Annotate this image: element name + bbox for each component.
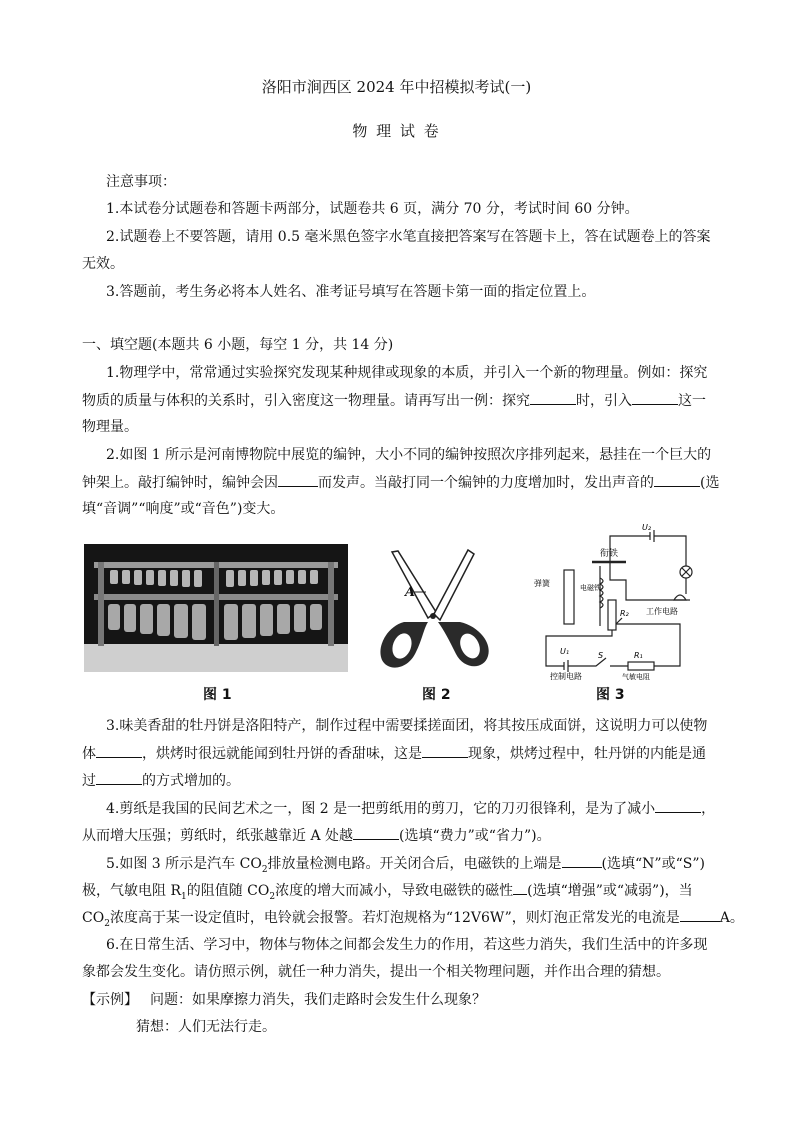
circuit-diagram bbox=[530, 523, 700, 681]
q5-text-d: 极，气敏电阻 R bbox=[82, 883, 181, 899]
figure-2-caption: 图 2 bbox=[422, 687, 451, 703]
q1-line-2 bbox=[82, 390, 706, 411]
example-question: 问题：如果摩擦力消失，我们走路时会发生什么现象？ bbox=[150, 992, 486, 1008]
q3-line-2 bbox=[82, 743, 706, 764]
q3-text-e: 的方式增加的。 bbox=[142, 773, 240, 789]
exam-title: 洛阳市涧西区 2024 年中招模拟考试(一) bbox=[261, 78, 532, 96]
q1-line-3: 物理量。 bbox=[82, 419, 138, 435]
q1-text-b: 时，引入 bbox=[576, 393, 632, 409]
q4-text-c: 从而增大压强；剪纸时，纸张越靠近 A 处越 bbox=[82, 828, 354, 844]
q2-text-b: 而发声。当敲打同一个编钟的力度增加时，发出声音的 bbox=[318, 475, 654, 491]
q3-text-b: ，烘烤时很远就能闻到牡丹饼的香甜味，这是 bbox=[142, 746, 422, 762]
example-tag: 【示例】 bbox=[82, 992, 138, 1008]
chime-bells-illustration bbox=[84, 544, 348, 672]
q5-text-e: 的阻值随 CO bbox=[186, 883, 270, 899]
notice-item-2-cont: 无效。 bbox=[82, 256, 124, 272]
scissors-figure bbox=[374, 548, 494, 674]
q5-line-2 bbox=[82, 880, 693, 907]
q6-example-line bbox=[82, 990, 486, 1010]
label-work-circuit: 工作电路 bbox=[646, 607, 678, 616]
q1-text-a: 物质的质量与体积的关系时，引入密度这一物理量。请再写出一例：探究 bbox=[82, 393, 530, 409]
q2-line-2 bbox=[82, 472, 719, 493]
q5-line-3 bbox=[82, 907, 744, 934]
q1-blank-1[interactable] bbox=[530, 390, 576, 405]
section-heading: 一、填空题(本题共 6 小题，每空 1 分，共 14 分) bbox=[82, 337, 394, 353]
q6-line-2: 象都会发生变化。请仿照示例，就任一种力消失，提出一个相关物理问题，并作出合理的猜想。 bbox=[82, 964, 670, 980]
q3-text-c: 现象，烘烤过程中，牡丹饼的内能是通 bbox=[468, 746, 706, 762]
q5-sub-d: 2 bbox=[104, 918, 110, 929]
q3-text-d: 过 bbox=[82, 773, 96, 789]
q5-text-g: (选填“增强”或“减弱”)，当 bbox=[527, 883, 693, 899]
label-armature: 衔铁 bbox=[600, 549, 619, 559]
notice-item-3: 3.答题前，考生务必将本人姓名、准考证号填写在答题卡第一面的指定位置上。 bbox=[106, 284, 596, 300]
label-spring: 弹簧 bbox=[534, 579, 550, 588]
q2-line-1: 2.如图 1 所示是河南博物院中展览的编钟，大小不同的编钟按照次序排列起来，悬挂在一个巨大的 bbox=[106, 447, 712, 463]
q1-text-c: 这一 bbox=[678, 393, 706, 409]
q2-blank-2[interactable] bbox=[654, 472, 700, 487]
q3-line-3 bbox=[82, 770, 240, 791]
label-r1: R₁ bbox=[634, 651, 643, 660]
label-r2: R₂ bbox=[620, 609, 629, 618]
q5-line-1 bbox=[106, 853, 705, 880]
q6-line-1: 6.在日常生活、学习中，物体与物体之间都会发生力的作用，若这些力消失，我们生活中的许多现 bbox=[106, 937, 708, 953]
q4-text-a: 4.剪纸是我国的民间艺术之一，图 2 是一把剪纸用的剪刀，它的刀刃很锋利，是为了减小 bbox=[106, 801, 656, 817]
q5-text-b: 排放量检测电路。开关闭合后，电磁铁的上端是 bbox=[267, 856, 562, 872]
notice-heading: 注意事项： bbox=[106, 174, 176, 190]
label-u2: U₂ bbox=[642, 523, 652, 532]
q5-sub-a: 2 bbox=[261, 864, 268, 875]
point-a-label: A bbox=[405, 585, 416, 600]
q4-line-1 bbox=[106, 798, 715, 819]
q5-text-a: 5.如图 3 所示是汽车 CO bbox=[106, 856, 262, 872]
q3-blank-3[interactable] bbox=[96, 770, 142, 785]
q3-blank-1[interactable] bbox=[96, 743, 142, 758]
q5-blank-1[interactable] bbox=[562, 853, 602, 868]
q5-text-f: 浓度的增大而减小，导致电磁铁的磁性 bbox=[275, 883, 514, 899]
q2-text-c: (选 bbox=[700, 475, 720, 491]
label-electromagnet: 电磁铁 bbox=[580, 584, 601, 592]
q2-line-3: 填“音调”“响度”或“音色”)变大。 bbox=[82, 501, 285, 517]
q2-text-a: 钟架上。敲打编钟时，编钟会因 bbox=[82, 475, 278, 491]
q1-line-1: 1.物理学中，常常通过实验探究发现某种规律或现象的本质，并引入一个新的物理量。例如：探究 bbox=[106, 365, 708, 381]
q5-text-h: CO bbox=[82, 910, 105, 926]
figure-3-caption: 图 3 bbox=[596, 687, 625, 703]
label-switch: S bbox=[598, 651, 604, 660]
q5-blank-2[interactable] bbox=[513, 880, 527, 895]
q5-blank-3[interactable] bbox=[680, 907, 720, 922]
q3-text-a: 体 bbox=[82, 746, 96, 762]
q3-line-1: 3.味美香甜的牡丹饼是洛阳特产，制作过程中需要揉搓面团，将其按压成面饼，这说明力可以使物 bbox=[106, 718, 708, 734]
notice-item-2: 2.试题卷上不要答题，请用 0.5 毫米黑色签字水笔直接把答案写在答题卡上，答在试题卷上的答案 bbox=[106, 229, 711, 245]
q5-sub-b: 1 bbox=[181, 891, 187, 902]
q4-text-b: ， bbox=[701, 801, 716, 817]
q5-text-i: 浓度高于某一设定值时，电铃就会报警。若灯泡规格为“12V6W”，则灯泡正常发光的电流是 bbox=[109, 910, 680, 926]
chime-bells-photo bbox=[84, 544, 348, 672]
q4-blank-1[interactable] bbox=[655, 798, 701, 813]
q4-blank-2[interactable] bbox=[353, 825, 399, 840]
figure-1-caption: 图 1 bbox=[203, 687, 232, 703]
q5-text-j: A。 bbox=[719, 910, 744, 926]
example-answer: 猜想：人们无法行走。 bbox=[136, 1019, 276, 1035]
q4-line-2 bbox=[82, 825, 551, 846]
label-control-circuit: 控制电路 bbox=[550, 672, 582, 681]
notice-item-1: 1.本试卷分试题卷和答题卡两部分，试题卷共 6 页，满分 70 分，考试时间 60 分钟。 bbox=[106, 201, 639, 217]
q1-blank-2[interactable] bbox=[632, 390, 678, 405]
q5-text-c: (选填“N”或“S”) bbox=[601, 856, 705, 872]
q3-blank-2[interactable] bbox=[422, 743, 468, 758]
q4-text-d: (选填“费力”或“省力”)。 bbox=[399, 828, 551, 844]
exam-subtitle: 物 理 试 卷 bbox=[352, 122, 441, 140]
q5-sub-c: 2 bbox=[269, 891, 276, 902]
label-gas-resistor: 气敏电阻 bbox=[622, 673, 650, 681]
q2-blank-1[interactable] bbox=[278, 472, 318, 487]
label-u1: U₁ bbox=[560, 647, 570, 656]
